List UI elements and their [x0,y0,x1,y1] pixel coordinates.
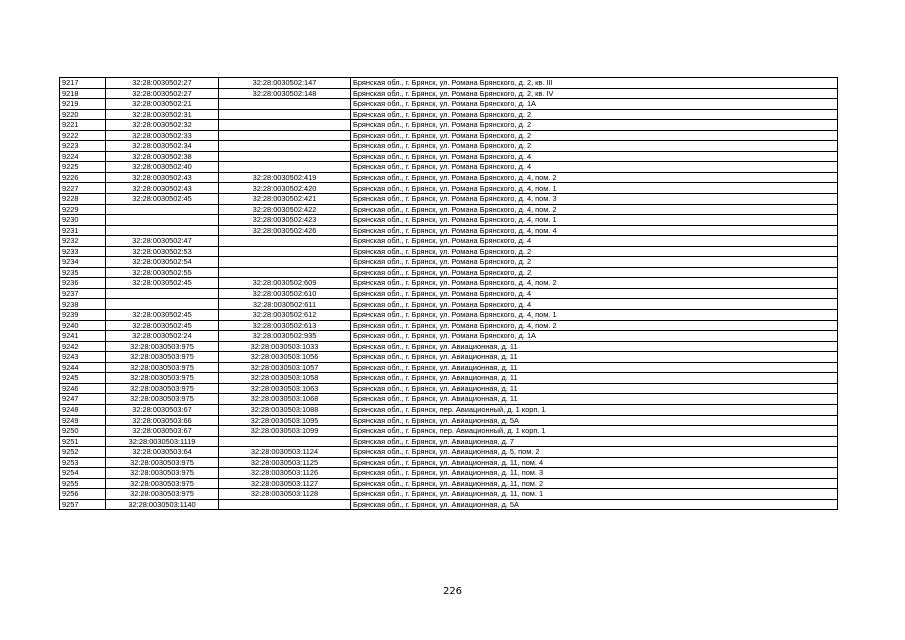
table-row [60,88,838,99]
row-number-cell: 9236 [60,278,106,289]
address-cell: Брянская обл., г. Брянск, ул. Романа Брянского, д. 4 [351,162,838,173]
land-cadastral-number-cell: 32:28:0030502:33 [106,130,219,141]
land-cadastral-number-cell: 32:28:0030502:38 [106,151,219,162]
land-cadastral-number-cell: 32:28:0030502:24 [106,331,219,342]
row-number-cell: 9251 [60,436,106,447]
land-cadastral-number-cell [106,288,219,299]
address-cell: Брянская обл., г. Брянск, ул. Авиационная, д. 11 [351,341,838,352]
land-cadastral-number-cell: 32:28:0030503:975 [106,352,219,363]
object-cadastral-number-cell: 32:28:0030502:613 [219,320,351,331]
land-cadastral-number-cell: 32:28:0030502:43 [106,183,219,194]
land-cadastral-number-cell: 32:28:0030503:975 [106,341,219,352]
row-number-cell: 9217 [60,78,106,89]
table-row [60,447,838,458]
object-cadastral-number-cell [219,257,351,268]
land-cadastral-number-cell: 32:28:0030502:34 [106,141,219,152]
table-row [60,436,838,447]
address-cell: Брянская обл., г. Брянск, ул. Авиационная, д. 11 [351,352,838,363]
table-row [60,236,838,247]
object-cadastral-number-cell: 32:28:0030503:1099 [219,426,351,437]
land-cadastral-number-cell: 32:28:0030502:45 [106,194,219,205]
table-row [60,257,838,268]
row-number-cell: 9246 [60,383,106,394]
object-cadastral-number-cell [219,162,351,173]
row-number-cell: 9219 [60,99,106,110]
address-cell: Брянская обл., г. Брянск, ул. Романа Брянского, д. 4 [351,299,838,310]
table-row [60,415,838,426]
row-number-cell: 9224 [60,151,106,162]
address-cell: Брянская обл., г. Брянск, ул. Романа Брянского, д. 4, пом. 2 [351,172,838,183]
address-cell: Брянская обл., г. Брянск, ул. Романа Брянского, д. 2, кв. IV [351,88,838,99]
address-cell: Брянская обл., г. Брянск, ул. Авиационная, д. 5А [351,499,838,510]
land-cadastral-number-cell: 32:28:0030503:1119 [106,436,219,447]
land-cadastral-number-cell: 32:28:0030502:21 [106,99,219,110]
land-cadastral-number-cell: 32:28:0030502:27 [106,78,219,89]
object-cadastral-number-cell: 32:28:0030503:1126 [219,468,351,479]
object-cadastral-number-cell: 32:28:0030503:1057 [219,362,351,373]
object-cadastral-number-cell [219,141,351,152]
table-row [60,267,838,278]
land-cadastral-number-cell: 32:28:0030502:53 [106,246,219,257]
object-cadastral-number-cell: 32:28:0030503:1033 [219,341,351,352]
object-cadastral-number-cell: 32:28:0030502:611 [219,299,351,310]
table-row [60,499,838,510]
row-number-cell: 9241 [60,331,106,342]
object-cadastral-number-cell: 32:28:0030503:1127 [219,478,351,489]
land-cadastral-number-cell: 32:28:0030502:43 [106,172,219,183]
row-number-cell: 9231 [60,225,106,236]
row-number-cell: 9254 [60,468,106,479]
address-cell: Брянская обл., г. Брянск, ул. Романа Брянского, д. 1А [351,331,838,342]
address-cell: Брянская обл., г. Брянск, ул. Романа Брянского, д. 4, пом. 2 [351,204,838,215]
object-cadastral-number-cell: 32:28:0030503:1058 [219,373,351,384]
table-row [60,341,838,352]
row-number-cell: 9248 [60,404,106,415]
address-cell: Брянская обл., г. Брянск, ул. Романа Брянского, д. 2 [351,257,838,268]
address-cell: Брянская обл., г. Брянск, ул. Романа Брянского, д. 4, пом. 1 [351,215,838,226]
land-cadastral-number-cell: 32:28:0030503:975 [106,394,219,405]
land-cadastral-number-cell [106,299,219,310]
object-cadastral-number-cell [219,436,351,447]
row-number-cell: 9235 [60,267,106,278]
object-cadastral-number-cell: 32:28:0030503:1124 [219,447,351,458]
table-row [60,352,838,363]
table-row [60,373,838,384]
object-cadastral-number-cell: 32:28:0030502:426 [219,225,351,236]
row-number-cell: 9256 [60,489,106,500]
land-cadastral-number-cell: 32:28:0030502:31 [106,109,219,120]
table-row [60,404,838,415]
address-cell: Брянская обл., г. Брянск, ул. Романа Брянского, д. 2, кв. III [351,78,838,89]
table-row [60,478,838,489]
object-cadastral-number-cell: 32:28:0030503:1128 [219,489,351,500]
address-cell: Брянская обл., г. Брянск, ул. Авиационная, д. 11 [351,394,838,405]
table-row [60,162,838,173]
land-cadastral-number-cell: 32:28:0030503:67 [106,404,219,415]
land-cadastral-number-cell: 32:28:0030502:45 [106,310,219,321]
row-number-cell: 9245 [60,373,106,384]
row-number-cell: 9239 [60,310,106,321]
row-number-cell: 9252 [60,447,106,458]
row-number-cell: 9244 [60,362,106,373]
address-cell: Брянская обл., г. Брянск, ул. Авиационная, д. 11, пом. 2 [351,478,838,489]
object-cadastral-number-cell [219,499,351,510]
address-cell: Брянская обл., г. Брянск, ул. Авиационная, д. 5А [351,415,838,426]
address-cell: Брянская обл., г. Брянск, ул. Романа Брянского, д. 4, пом. 4 [351,225,838,236]
object-cadastral-number-cell: 32:28:0030502:609 [219,278,351,289]
object-cadastral-number-cell: 32:28:0030502:148 [219,88,351,99]
page-number: 226 [442,586,463,597]
address-cell: Брянская обл., г. Брянск, ул. Авиационная, д. 11, пом. 3 [351,468,838,479]
table-row [60,120,838,131]
table-row [60,457,838,468]
object-cadastral-number-cell [219,99,351,110]
land-cadastral-number-cell: 32:28:0030503:67 [106,426,219,437]
address-cell: Брянская обл., г. Брянск, ул. Романа Брянского, д. 2 [351,141,838,152]
address-cell: Брянская обл., г. Брянск, ул. Авиационная, д. 11 [351,362,838,373]
table-row [60,246,838,257]
row-number-cell: 9221 [60,120,106,131]
land-cadastral-number-cell: 32:28:0030503:975 [106,457,219,468]
row-number-cell: 9233 [60,246,106,257]
row-number-cell: 9249 [60,415,106,426]
land-cadastral-number-cell [106,225,219,236]
row-number-cell: 9242 [60,341,106,352]
address-cell: Брянская обл., г. Брянск, ул. Романа Брянского, д. 4, пом. 3 [351,194,838,205]
object-cadastral-number-cell: 32:28:0030502:612 [219,310,351,321]
land-cadastral-number-cell: 32:28:0030503:975 [106,383,219,394]
table-row [60,109,838,120]
row-number-cell: 9243 [60,352,106,363]
address-cell: Брянская обл., г. Брянск, ул. Романа Брянского, д. 2 [351,267,838,278]
land-cadastral-number-cell: 32:28:0030503:975 [106,489,219,500]
row-number-cell: 9229 [60,204,106,215]
row-number-cell: 9228 [60,194,106,205]
address-cell: Брянская обл., г. Брянск, ул. Романа Брянского, д. 1А [351,99,838,110]
table-row [60,320,838,331]
row-number-cell: 9237 [60,288,106,299]
address-cell: Брянская обл., г. Брянск, ул. Романа Брянского, д. 2 [351,246,838,257]
address-cell: Брянская обл., г. Брянск, ул. Романа Брянского, д. 4 [351,151,838,162]
address-cell: Брянская обл., г. Брянск, ул. Авиационная, д. 11, пом. 4 [351,457,838,468]
object-cadastral-number-cell [219,130,351,141]
table-row [60,288,838,299]
address-cell: Брянская обл., г. Брянск, ул. Романа Брянского, д. 2 [351,130,838,141]
cadastral-table [59,77,838,510]
table-row [60,426,838,437]
object-cadastral-number-cell: 32:28:0030502:422 [219,204,351,215]
table-row [60,183,838,194]
land-cadastral-number-cell: 32:28:0030502:47 [106,236,219,247]
address-cell: Брянская обл., г. Брянск, ул. Романа Брянского, д. 4, пом. 1 [351,310,838,321]
table-row [60,383,838,394]
row-number-cell: 9240 [60,320,106,331]
row-number-cell: 9226 [60,172,106,183]
address-cell: Брянская обл., г. Брянск, ул. Авиационная, д. 11 [351,383,838,394]
row-number-cell: 9234 [60,257,106,268]
table-row [60,204,838,215]
table-row [60,468,838,479]
table-row [60,331,838,342]
object-cadastral-number-cell: 32:28:0030502:419 [219,172,351,183]
table-row [60,99,838,110]
table-row [60,225,838,236]
table-row [60,78,838,89]
address-cell: Брянская обл., г. Брянск, ул. Авиационная, д. 7 [351,436,838,447]
land-cadastral-number-cell: 32:28:0030502:54 [106,257,219,268]
object-cadastral-number-cell: 32:28:0030503:1095 [219,415,351,426]
object-cadastral-number-cell: 32:28:0030503:1125 [219,457,351,468]
address-cell: Брянская обл., г. Брянск, ул. Романа Брянского, д. 4 [351,288,838,299]
land-cadastral-number-cell: 32:28:0030503:66 [106,415,219,426]
object-cadastral-number-cell: 32:28:0030502:610 [219,288,351,299]
address-cell: Брянская обл., г. Брянск, ул. Романа Брянского, д. 2 [351,120,838,131]
object-cadastral-number-cell: 32:28:0030503:1056 [219,352,351,363]
row-number-cell: 9223 [60,141,106,152]
address-cell: Брянская обл., г. Брянск, ул. Романа Брянского, д. 4, пом. 2 [351,278,838,289]
land-cadastral-number-cell: 32:28:0030502:45 [106,320,219,331]
row-number-cell: 9218 [60,88,106,99]
object-cadastral-number-cell: 32:28:0030503:1088 [219,404,351,415]
land-cadastral-number-cell: 32:28:0030502:27 [106,88,219,99]
land-cadastral-number-cell [106,204,219,215]
land-cadastral-number-cell: 32:28:0030503:975 [106,468,219,479]
address-cell: Брянская обл., г. Брянск, ул. Романа Брянского, д. 4, пом. 2 [351,320,838,331]
address-cell: Брянская обл., г. Брянск, ул. Романа Брянского, д. 2 [351,109,838,120]
table-row [60,394,838,405]
land-cadastral-number-cell: 32:28:0030502:45 [106,278,219,289]
table-row [60,299,838,310]
object-cadastral-number-cell [219,246,351,257]
address-cell: Брянская обл., г. Брянск, пер. Авиационный, д. 1 корп. 1 [351,404,838,415]
object-cadastral-number-cell [219,267,351,278]
object-cadastral-number-cell [219,120,351,131]
row-number-cell: 9247 [60,394,106,405]
address-cell: Брянская обл., г. Брянск, пер. Авиационный, д. 1 корп. 1 [351,426,838,437]
table-row [60,172,838,183]
object-cadastral-number-cell [219,109,351,120]
object-cadastral-number-cell: 32:28:0030502:420 [219,183,351,194]
table-body [60,78,838,510]
row-number-cell: 9255 [60,478,106,489]
table-row [60,310,838,321]
row-number-cell: 9232 [60,236,106,247]
address-cell: Брянская обл., г. Брянск, ул. Авиационная, д. 5, пом. 2 [351,447,838,458]
address-cell: Брянская обл., г. Брянск, ул. Авиационная, д. 11, пом. 1 [351,489,838,500]
address-cell: Брянская обл., г. Брянск, ул. Романа Брянского, д. 4, пом. 1 [351,183,838,194]
table-row [60,151,838,162]
object-cadastral-number-cell: 32:28:0030503:1063 [219,383,351,394]
table-row [60,489,838,500]
row-number-cell: 9250 [60,426,106,437]
table-row [60,278,838,289]
object-cadastral-number-cell: 32:28:0030502:421 [219,194,351,205]
table-row [60,194,838,205]
row-number-cell: 9257 [60,499,106,510]
table-row [60,362,838,373]
row-number-cell: 9225 [60,162,106,173]
table-row [60,215,838,226]
row-number-cell: 9222 [60,130,106,141]
object-cadastral-number-cell: 32:28:0030502:423 [219,215,351,226]
land-cadastral-number-cell: 32:28:0030502:32 [106,120,219,131]
land-cadastral-number-cell: 32:28:0030502:55 [106,267,219,278]
object-cadastral-number-cell: 32:28:0030502:147 [219,78,351,89]
table-row [60,130,838,141]
land-cadastral-number-cell: 32:28:0030503:64 [106,447,219,458]
land-cadastral-number-cell: 32:28:0030503:975 [106,362,219,373]
row-number-cell: 9227 [60,183,106,194]
land-cadastral-number-cell: 32:28:0030503:975 [106,478,219,489]
land-cadastral-number-cell [106,215,219,226]
row-number-cell: 9238 [60,299,106,310]
object-cadastral-number-cell: 32:28:0030502:935 [219,331,351,342]
object-cadastral-number-cell: 32:28:0030503:1068 [219,394,351,405]
row-number-cell: 9220 [60,109,106,120]
row-number-cell: 9253 [60,457,106,468]
address-cell: Брянская обл., г. Брянск, ул. Романа Брянского, д. 4 [351,236,838,247]
table-row [60,141,838,152]
row-number-cell: 9230 [60,215,106,226]
land-cadastral-number-cell: 32:28:0030502:40 [106,162,219,173]
land-cadastral-number-cell: 32:28:0030503:975 [106,373,219,384]
object-cadastral-number-cell [219,151,351,162]
address-cell: Брянская обл., г. Брянск, ул. Авиационная, д. 11 [351,373,838,384]
land-cadastral-number-cell: 32:28:0030503:1140 [106,499,219,510]
object-cadastral-number-cell [219,236,351,247]
